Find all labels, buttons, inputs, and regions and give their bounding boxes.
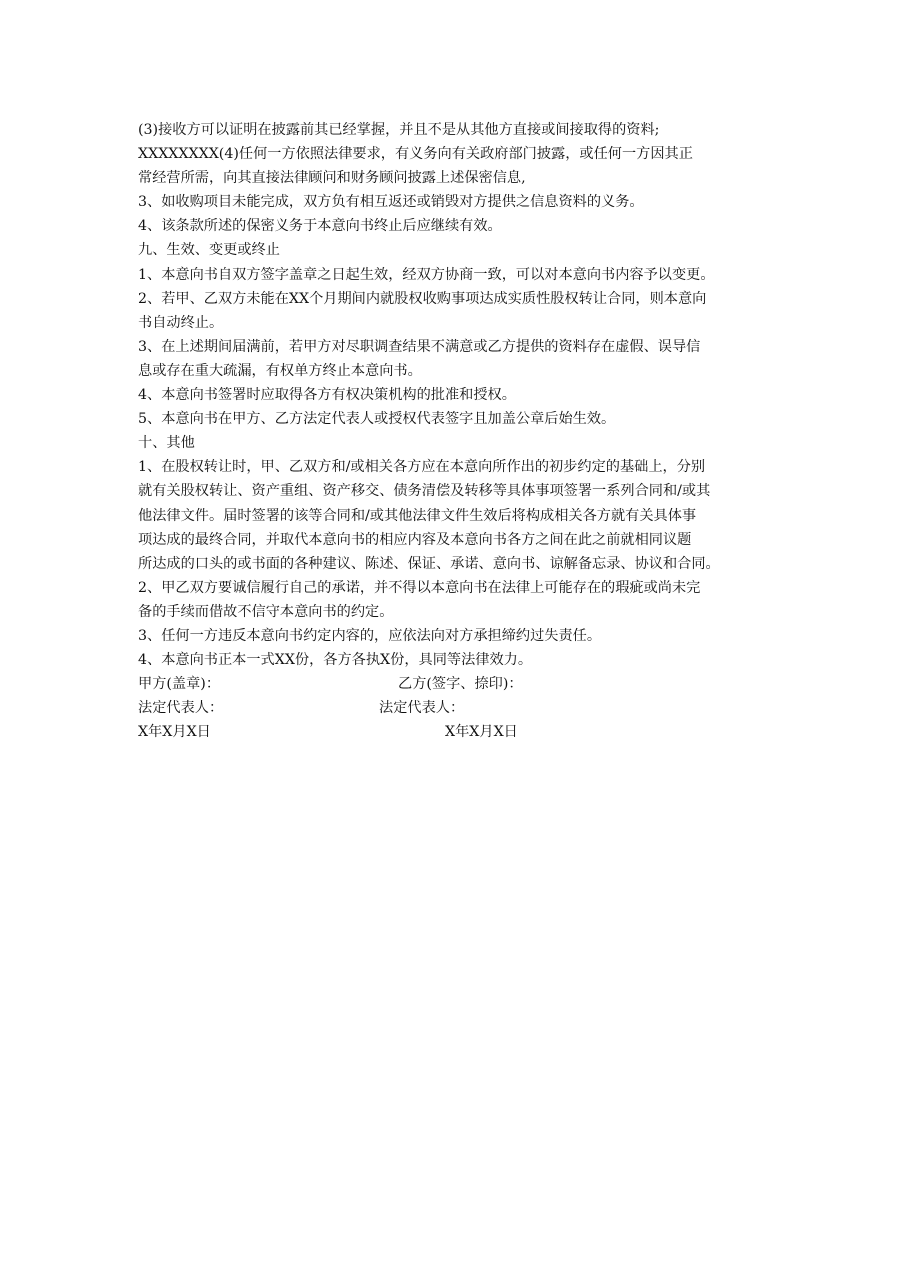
- text-line: 2、若甲、乙双方未能在XX个月期间内就股权收购事项达成实质性股权转让合同，则本意向: [138, 290, 707, 307]
- section-heading: 十、其他: [138, 435, 195, 452]
- text-line: 备的手续而借故不信守本意向书的约定。: [138, 603, 394, 620]
- text-line: 息或存在重大疏漏，有权单方终止本意向书。: [138, 362, 422, 379]
- party-a-rep-label: 法定代表人：: [138, 700, 224, 717]
- text-line: 项达成的最终合同，并取代本意向书的相应内容及本意向书各方之间在此之前就相同议题: [138, 531, 692, 548]
- signature-date-row: [138, 720, 788, 744]
- text-line: XXXXXXXX(4)任何一方依照法律要求，有义务向有关政府部门披露，或任何一方因其正: [138, 146, 693, 163]
- text-line: 书自动终止。: [138, 314, 224, 331]
- section-heading: 九、生效、变更或终止: [138, 242, 280, 259]
- text-line: 4、本意向书正本一式XX份，各方各执X份，具同等法律效力。: [138, 652, 533, 669]
- text-line: 2、甲乙双方要诚信履行自己的承诺，并不得以本意向书在法律上可能存在的瑕疵或尚未完: [138, 579, 701, 596]
- party-a-date: X年X月X日: [138, 724, 211, 741]
- text-line: 常经营所需，向其直接法律顾问和财务顾问披露上述保密信息,: [138, 170, 526, 187]
- text-line: 1、本意向书自双方签字盖章之日起生效，经双方协商一致，可以对本意向书内容予以变更。: [138, 266, 715, 283]
- text-line: 4、本意向书签署时应取得各方有权决策机构的批准和授权。: [138, 387, 516, 404]
- party-b-rep-label: 法定代表人：: [379, 700, 465, 717]
- text-line: 所达成的口头的或书面的各种建议、陈述、保证、承诺、意向书、谅解备忘录、协议和合同。: [138, 555, 720, 572]
- text-line: 3、在上述期间届满前，若甲方对尽职调查结果不满意或乙方提供的资料存在虚假、误导信: [138, 338, 701, 355]
- party-b-date: X年X月X日: [445, 724, 518, 741]
- text-line: 3、任何一方违反本意向书约定内容的，应依法向对方承担缔约过失责任。: [138, 627, 602, 644]
- text-line: 1、在股权转让时，甲、乙双方和/或相关各方应在本意向所作出的初步约定的基础上，分别: [138, 459, 706, 476]
- party-a-seal-label: 甲方(盖章)：: [138, 676, 221, 693]
- signature-rep-row: [138, 696, 788, 720]
- text-line: 4、该条款所述的保密义务于本意向书终止后应继续有效。: [138, 218, 502, 235]
- party-b-seal-label: 乙方(签字、捺印)：: [398, 676, 523, 693]
- text-line: 就有关股权转让、资产重组、资产移交、债务清偿及转移等具体事项签署一系列合同和/或其: [138, 483, 711, 500]
- text-line: 他法律文件。届时签署的该等合同和/或其他法律文件生效后将构成相关各方就有关具体事: [138, 507, 697, 524]
- document-body: [138, 118, 788, 744]
- text-line: 3、如收购项目未能完成，双方负有相互返还或销毁对方提供之信息资料的义务。: [138, 194, 644, 211]
- text-line: 5、本意向书在甲方、乙方法定代表人或授权代表签字且加盖公章后始生效。: [138, 411, 616, 428]
- signature-seal-row: [138, 672, 788, 696]
- text-line: (3)接收方可以证明在披露前其已经掌握，并且不是从其他方直接或间接取得的资料;: [138, 122, 660, 138]
